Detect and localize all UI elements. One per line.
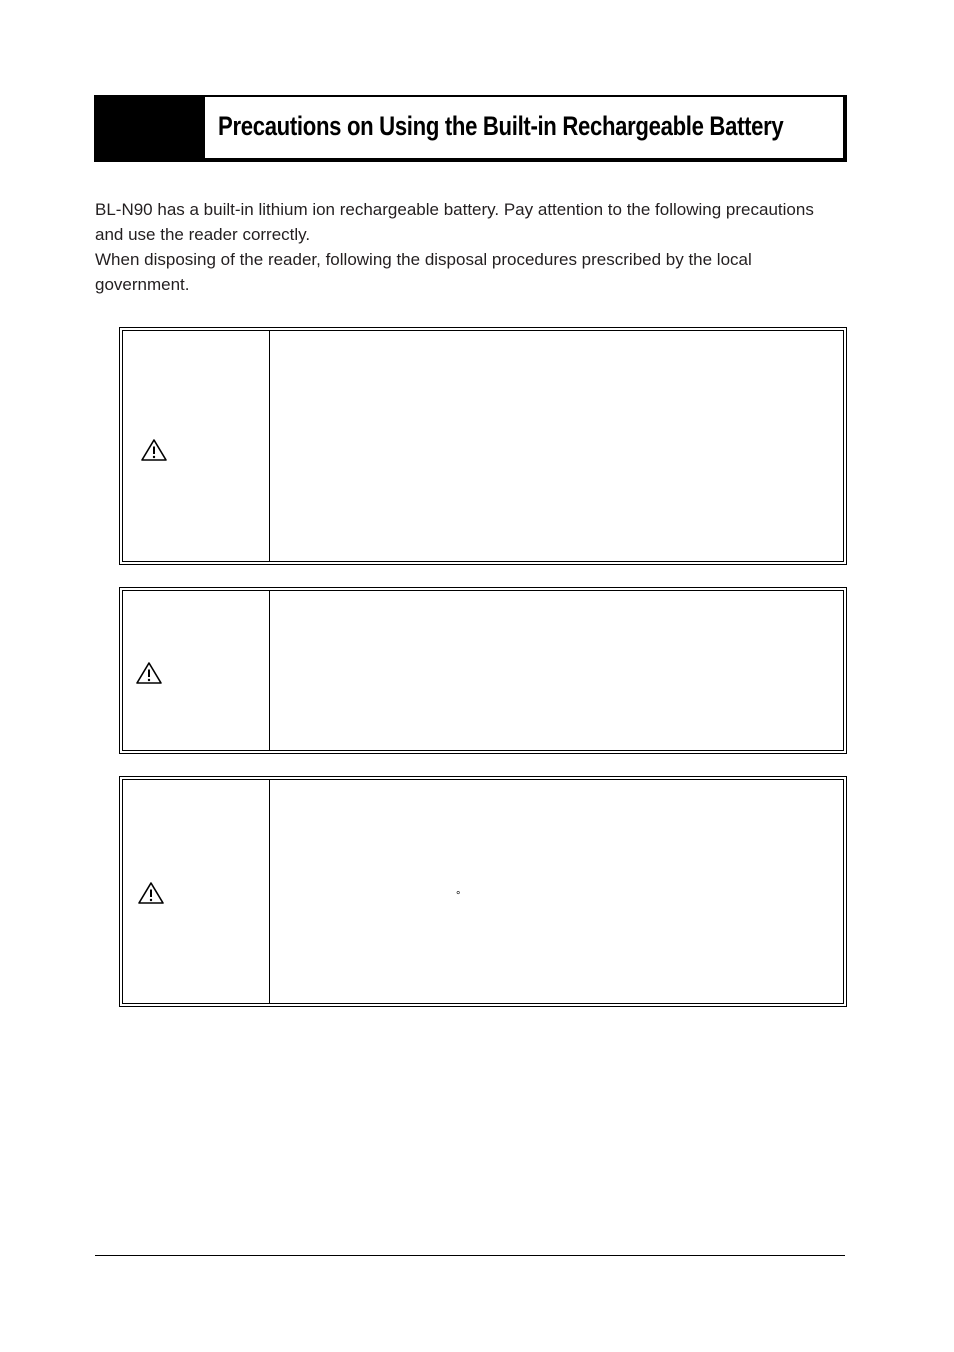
- intro-paragraph-1: BL-N90 has a built-in lithium ion rechargeable battery. Pay attention to the following precautions and use the reader correctly.: [95, 200, 814, 244]
- footer-rule: [95, 1255, 845, 1256]
- warning-triangle-icon: [137, 881, 165, 905]
- precaution-box-1-frame: [122, 330, 844, 562]
- page-title: Precautions on Using the Built-in Rechargeable Battery: [218, 111, 784, 141]
- warning-triangle-icon: [140, 438, 168, 462]
- heading-black-block: [96, 97, 205, 158]
- box-divider: [269, 591, 270, 750]
- section-heading: [94, 95, 847, 162]
- warning-triangle-icon: [135, 661, 163, 685]
- precaution-box-1: [119, 327, 847, 565]
- precaution-box-2-frame: [122, 590, 844, 751]
- intro-paragraph-2: When disposing of the reader, following the disposal procedures prescribed by the local government.: [95, 250, 752, 294]
- precaution-box-3-frame: [122, 779, 844, 1004]
- precaution-box-3: [119, 776, 847, 1007]
- precaution-box-2: [119, 587, 847, 754]
- box-divider: [269, 331, 270, 561]
- degree-symbol: °: [456, 890, 461, 902]
- intro-text: [95, 197, 835, 297]
- box-divider: [269, 780, 270, 1003]
